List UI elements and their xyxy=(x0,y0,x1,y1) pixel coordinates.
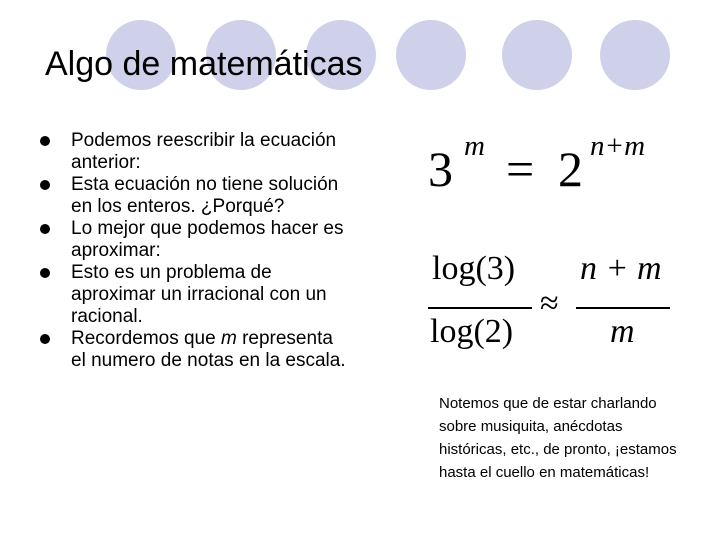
fraction-numerator-right: n + m xyxy=(580,250,662,287)
bullet-dot-icon xyxy=(40,224,50,234)
bullet-text: Esta ecuación no tiene solución en los enteros. ¿Porqué? xyxy=(71,174,339,217)
bullet-dot-icon xyxy=(40,180,50,190)
decorative-circle xyxy=(502,20,572,90)
bullet-dot-icon xyxy=(40,268,50,278)
bullet-item xyxy=(40,174,350,218)
fraction-bar-right xyxy=(576,307,670,309)
bullet-text: Esto es un problema de aproximar un irracional con un racional. xyxy=(71,262,327,327)
bullet-dot-icon xyxy=(40,334,50,344)
variable-m: m xyxy=(220,328,237,349)
equation-exponent-right: n+m xyxy=(590,130,646,162)
fraction-denominator-right: m xyxy=(610,313,635,350)
bullet-item xyxy=(40,130,350,174)
bullet-item xyxy=(40,328,350,372)
bullet-dot-icon xyxy=(40,136,50,146)
side-note: Notemos que de estar charlando sobre musiquita, anécdotas históricas, etc., de pronto, ¡estamos hasta el cuello en matemáticas! xyxy=(439,395,677,481)
equation-equals: = xyxy=(506,141,535,197)
bullet-text: Lo mejor que podemos hacer es aproximar: xyxy=(71,218,344,261)
fraction-bar-left xyxy=(428,307,532,309)
equation-exponent-left: m xyxy=(464,130,485,162)
bullet-text: Podemos reescribir la ecuación anterior: xyxy=(71,130,337,173)
equation-approximation xyxy=(424,240,684,360)
bullet-list xyxy=(40,130,350,372)
bullet-text xyxy=(71,328,350,372)
approx-symbol: ≈ xyxy=(540,285,559,322)
bullet-text-part: representa el numero de notas en la escala. xyxy=(71,328,346,371)
fraction-numerator-left: log(3) xyxy=(432,250,516,287)
decorative-circle xyxy=(396,20,466,90)
equation-powers xyxy=(428,130,688,205)
equation-base-left: 3 xyxy=(428,141,453,197)
fraction-denominator-left: log(2) xyxy=(430,313,514,350)
bullet-text-part: Recordemos que xyxy=(71,328,221,349)
equation-base-right: 2 xyxy=(558,141,583,197)
decorative-circle xyxy=(600,20,670,90)
slide-title: Algo de matemáticas xyxy=(45,45,363,83)
bullet-item xyxy=(40,262,350,328)
bullet-item xyxy=(40,218,350,262)
